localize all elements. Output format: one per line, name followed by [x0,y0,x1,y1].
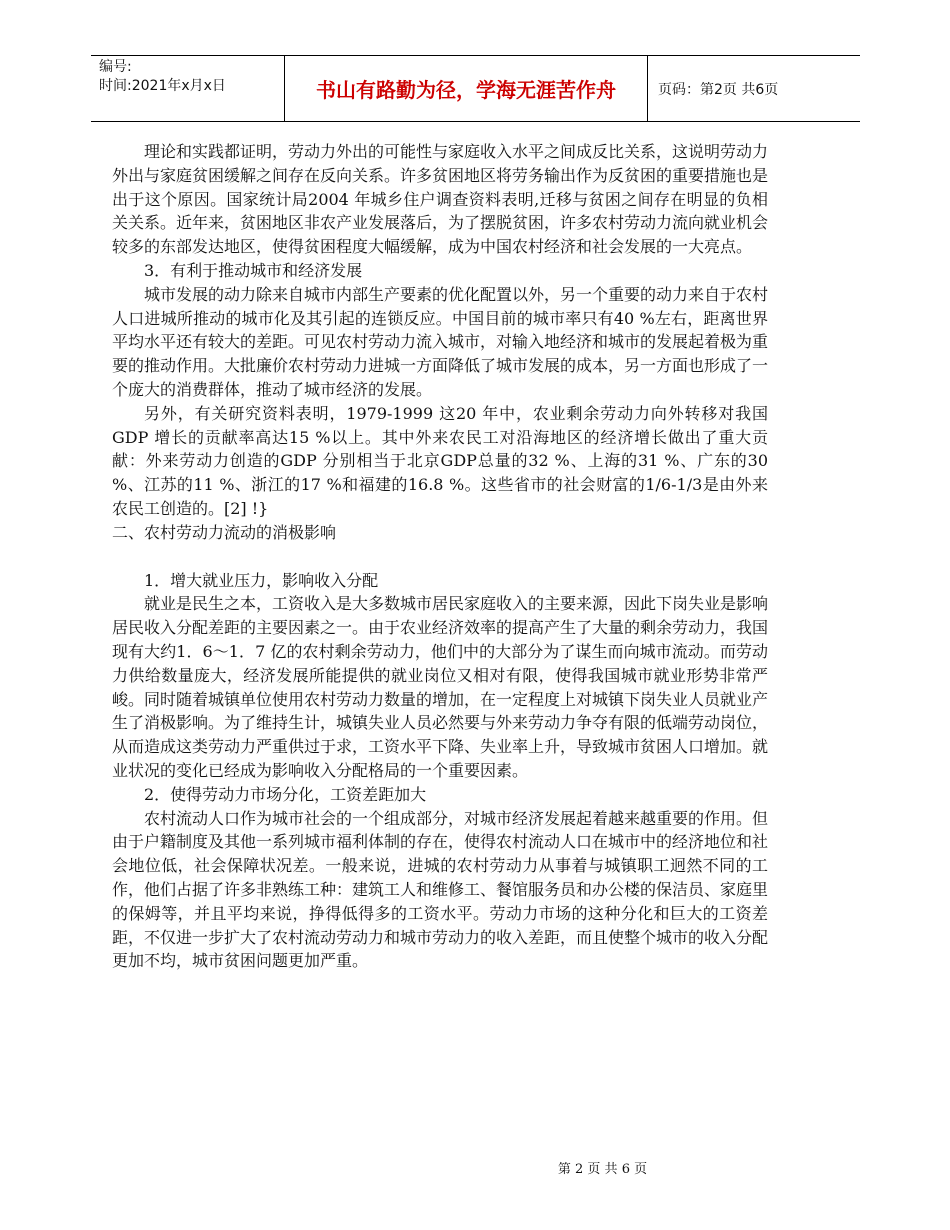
paragraph: 就业是民生之本，工资收入是大多数城市居民家庭收入的主要来源，因此下岗失业是影响居民收入分配差距的主要因素之一。由于农业经济效率的提高产生了大量的剩余劳动力，我国现有大约1．6～1．7 亿的农村剩余劳动力，他们中的大部分为了谋生而向城市流动。而劳动力供给数量庞大，经济发展所能提供的就业岗位又相对有限，使得我国城市就业形势非常严峻。同时随着城镇单位使用农村劳动力数量的增加，在一定程度上对城镇下岗失业人员就业产生了消极影响。为了维持生计，城镇失业人员必然要与外来劳动力争夺有限的低端劳动岗位，从而造成这类劳动力严重供过于求，工资水平下降、失业率上升，导致城市贫困人口增加。就业状况的变化已经成为影响收入分配格局的一个重要因素。 [112,594,769,780]
paragraph: 另外，有关研究资料表明，1979-1999 这20 年中，农业剩余劳动力向外转移对我国GDP 增长的贡献率高达15 %以上。其中外来农民工对沿海地区的经济增长做出了重大贡献：外来劳动力创造的GDP 分别相当于北京GDP总量的32 %、上海的31 %、广东的30 %、江苏的11 %、浙江的17 %和福建的16.8 %。这些省市的社会财富的1/6-1/3是由外来农民工创造的。[2] !} [112,403,768,518]
section-heading: 3．有利于推动城市和经济发展 [144,260,363,280]
document-time-label: 时间:2021年x月x日 [99,78,226,94]
header-page-info: 页码：第2页 共6页 [658,81,779,98]
document-number-label: 编号: [99,59,132,75]
header-meta [91,56,285,121]
paragraph: 农村流动人口作为城市社会的一个组成部分，对城市经济发展起着越来越重要的作用。但由于户籍制度及其他一系列城市福利体制的存在，使得农村流动人口在城市中的经济地位和社会地位低，社会保障状况差。一般来说，进城的农村劳动力从事着与城镇职工迥然不同的工作，他们占据了许多非熟练工种：建筑工人和维修工、餐馆服务员和办公楼的保洁员、家庭里的保姆等，并且平均来说，挣得低得多的工资水平。劳动力市场的这种分化和巨大的工资差距，不仅进一步扩大了农村流动劳动力和城市劳动力的收入差距，而且使整个城市的收入分配更加不均，城市贫困问题更加严重。 [112,808,769,971]
document-body [112,140,768,973]
header-motto: 书山有路勤为径，学海无涯苦作舟 [285,56,648,121]
page-header [91,55,860,122]
section-heading: 1．增大就业压力，影响收入分配 [144,570,379,590]
paragraph: 城市发展的动力除来自城市内部生产要素的优化配置以外，另一个重要的动力来自于农村人口进城所推动的城市化及其引起的连锁反应。中国目前的城市率只有40 %左右，距离世界平均水平还有较大的差距。可见农村劳动力流入城市，对输入地经济和城市的发展起着极为重要的推动作用。大批廉价农村劳动力进城一方面降低了城市发展的成本，另一方面也形成了一个庞大的消费群体，推动了城市经济的发展。 [112,284,769,399]
section-heading: 2．使得劳动力市场分化，工资差距加大 [144,784,427,804]
page-footer: 第 2 页 共 6 页 [557,1162,648,1177]
chapter-heading: 二、农村劳动力流动的消极影响 [112,522,337,542]
paragraph: 理论和实践都证明，劳动力外出的可能性与家庭收入水平之间成反比关系，这说明劳动力外出与家庭贫困缓解之间存在反向关系。许多贫困地区将劳务输出作为反贫困的重要措施也是出于这个原因。国家统计局2004 年城乡住户调查资料表明,迁移与贫困之间存在明显的负相关关系。近年来，贫困地区非农产业发展落后，为了摆脱贫困，许多农村劳动力流向就业机会较多的东部发达地区，使得贫困程度大幅缓解，成为中国农村经济和社会发展的一大亮点。 [112,142,769,257]
